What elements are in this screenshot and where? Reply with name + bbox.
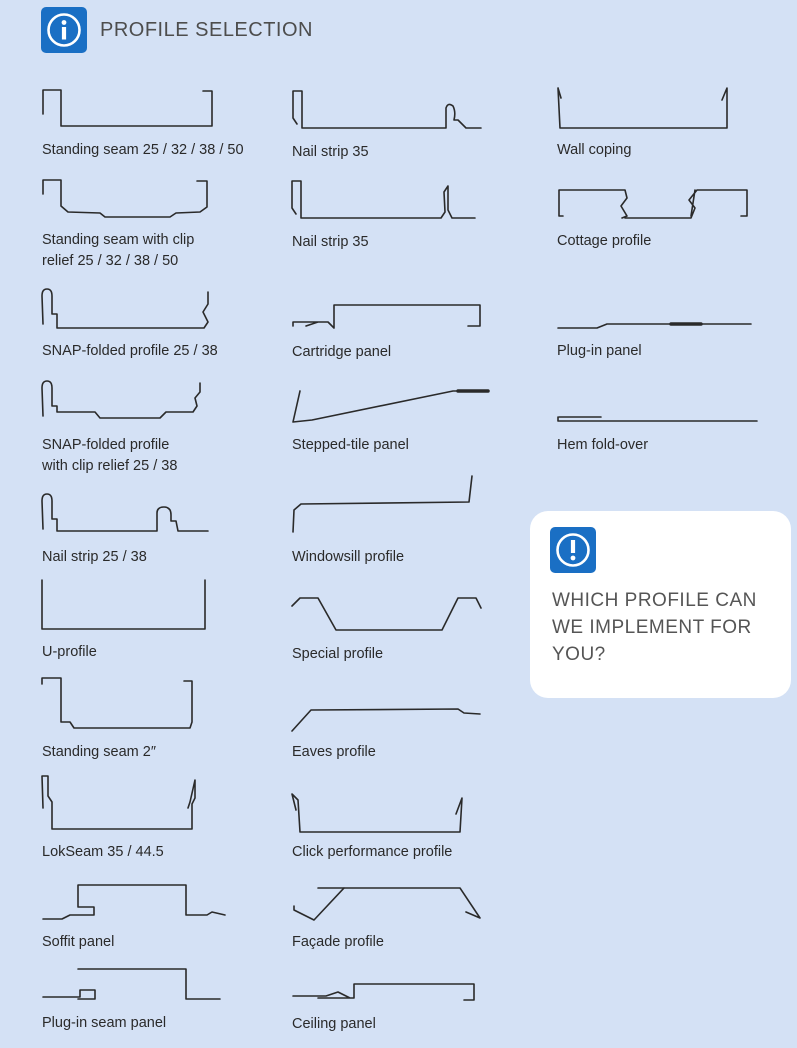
- label-nail-strip-35a: Nail strip 35: [292, 144, 369, 160]
- label-click-performance: Click performance profile: [292, 844, 453, 860]
- lokseam-profile-drawing: [40, 772, 215, 834]
- label-snap-folded: SNAP-folded profile 25 / 38: [42, 343, 218, 359]
- label-eaves: Eaves profile: [292, 744, 376, 760]
- label-ceiling: Ceiling panel: [292, 1016, 376, 1032]
- label-soffit: Soffit panel: [42, 934, 115, 950]
- standing-seam-clip-profile-drawing: [40, 176, 215, 221]
- question-callout: [530, 511, 791, 698]
- page-header: [41, 6, 313, 54]
- label-snap-folded-clip-1: SNAP-folded profile: [42, 437, 170, 453]
- stepped-tile-panel-profile-drawing: [288, 386, 493, 426]
- ceiling-panel-profile-drawing: [288, 976, 488, 1006]
- label-plugin-seam: Plug-in seam panel: [42, 1015, 167, 1031]
- label-standing-seam: Standing seam 25 / 32 / 38 / 50: [42, 142, 244, 158]
- nail-strip-25-profile-drawing: [40, 491, 215, 539]
- standing-seam-2-profile-drawing: [40, 676, 215, 734]
- special-profile-drawing: [288, 594, 488, 636]
- label-standing-seam-clip-2: relief 25 / 32 / 38 / 50: [42, 253, 179, 269]
- nail-strip-35a-profile-drawing: [288, 88, 488, 133]
- cottage-profile-drawing: [555, 186, 755, 222]
- soffit-panel-profile-drawing: [40, 882, 230, 922]
- facade-profile-drawing: [288, 880, 488, 926]
- label-u-profile: U-profile: [42, 644, 97, 660]
- label-cottage: Cottage profile: [557, 233, 652, 249]
- label-hem-foldover: Hem fold-over: [557, 437, 649, 453]
- hem-foldover-profile-drawing: [555, 410, 765, 426]
- label-plugin-panel: Plug-in panel: [557, 343, 642, 359]
- label-wall-coping: Wall coping: [557, 142, 632, 158]
- wall-coping-profile-drawing: [555, 84, 735, 132]
- label-nail-strip-35b: Nail strip 35: [292, 234, 369, 250]
- label-facade: Façade profile: [292, 934, 384, 950]
- label-standing-seam-clip-1: Standing seam with clip: [42, 232, 195, 248]
- u-profile-drawing: [40, 578, 215, 636]
- label-cartridge: Cartridge panel: [292, 344, 392, 360]
- label-stepped-tile: Stepped-tile panel: [292, 437, 409, 453]
- label-standing-seam-2: Standing seam 2″: [42, 744, 156, 760]
- label-windowsill: Windowsill profile: [292, 549, 405, 565]
- standing-seam-profile-drawing: [40, 86, 215, 131]
- label-special: Special profile: [292, 646, 384, 662]
- snap-folded-clip-profile-drawing: [40, 378, 215, 426]
- page-title: PROFILE SELECTION: [100, 18, 313, 41]
- nail-strip-35b-profile-drawing: [288, 178, 488, 223]
- plugin-seam-panel-profile-drawing: [40, 966, 230, 1006]
- label-lokseam: LokSeam 35 / 44.5: [42, 844, 164, 860]
- cartridge-panel-profile-drawing: [288, 302, 488, 332]
- label-nail-strip-25: Nail strip 25 / 38: [42, 549, 147, 565]
- plugin-panel-profile-drawing: [555, 314, 755, 334]
- click-performance-profile-drawing: [288, 788, 488, 838]
- snap-folded-profile-drawing: [40, 286, 215, 334]
- eaves-profile-drawing: [288, 704, 488, 736]
- exclamation-icon: [550, 527, 596, 573]
- label-snap-folded-clip-2: with clip relief 25 / 38: [42, 458, 178, 474]
- info-icon: [41, 7, 87, 53]
- windowsill-profile-drawing: [288, 474, 488, 536]
- callout-text: WHICH PROFILE CAN WE IMPLEMENT FOR YOU?: [552, 590, 757, 665]
